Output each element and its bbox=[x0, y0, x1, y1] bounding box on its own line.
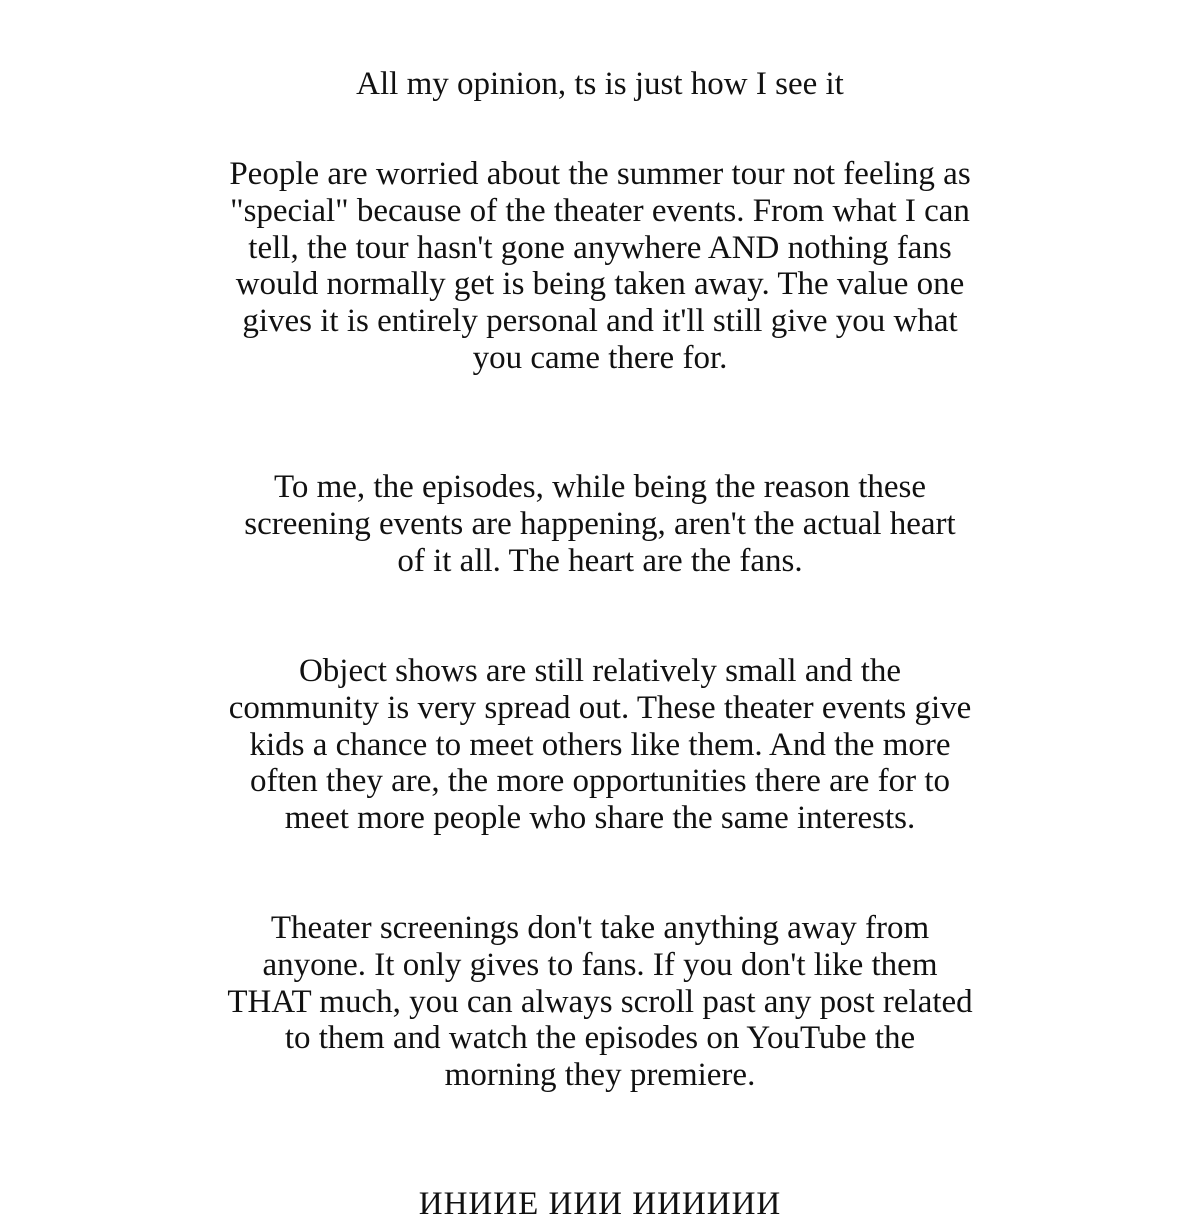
cutoff-text: ИНИИЕ ИИИ ИИИИИИ bbox=[418, 1186, 782, 1222]
paragraph-line: Object shows are still relatively small and the bbox=[298, 653, 902, 689]
paragraph-line: "special" because of the theater events. From what I can bbox=[230, 192, 970, 229]
paragraph-line: screening events are happening, aren't the actual heart bbox=[244, 505, 956, 542]
paragraph-line: To me, the episodes, while being the reason these bbox=[273, 469, 926, 505]
paragraph-line: tell, the tour hasn't gone anywhere AND nothing fans bbox=[248, 229, 952, 266]
title-line: All my opinion, ts is just how I see it bbox=[356, 66, 844, 102]
paragraph-2 bbox=[0, 469, 1200, 579]
paragraph-line: anyone. It only gives to fans. If you don't like them bbox=[262, 946, 938, 983]
cutoff-text-line bbox=[0, 1186, 1200, 1223]
document-title bbox=[0, 66, 1200, 103]
paragraph-line: gives it is entirely personal and it'll still give you what bbox=[242, 303, 958, 340]
paragraph-4 bbox=[0, 910, 1200, 1094]
paragraph-line: you came there for. bbox=[472, 339, 728, 376]
paragraph-line: often they are, the more opportunities there are for to bbox=[249, 763, 951, 800]
paragraph-line: meet more people who share the same interests. bbox=[284, 800, 916, 837]
paragraph-line: to them and watch the episodes on YouTube the bbox=[284, 1020, 916, 1057]
paragraph-line: of it all. The heart are the fans. bbox=[397, 542, 803, 579]
paragraph-line: THAT much, you can always scroll past any post related bbox=[227, 983, 973, 1020]
paragraph-line: would normally get is being taken away. The value one bbox=[235, 266, 965, 303]
paragraph-line: kids a chance to meet others like them. And the more bbox=[249, 726, 951, 763]
paragraph-line: morning they premiere. bbox=[444, 1057, 756, 1094]
paragraph-1 bbox=[0, 156, 1200, 377]
paragraph-line: Theater screenings don't take anything away from bbox=[270, 910, 930, 946]
paragraph-3 bbox=[0, 653, 1200, 837]
paragraph-line: community is very spread out. These theater events give bbox=[228, 689, 972, 726]
paragraph-line: People are worried about the summer tour not feeling as bbox=[229, 156, 971, 192]
